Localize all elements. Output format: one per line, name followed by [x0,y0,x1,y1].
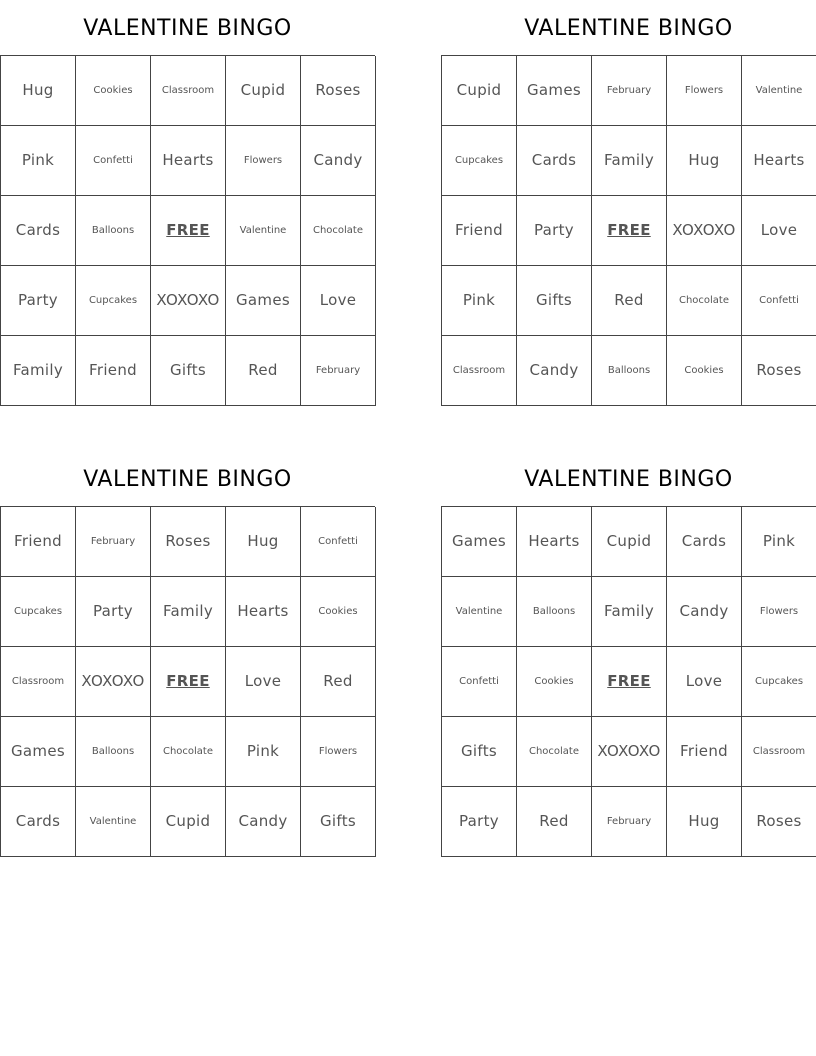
bingo-cell: Family [592,577,667,647]
bingo-cell: Love [226,647,301,717]
bingo-cell: Classroom [1,647,76,717]
bingo-cell: Gifts [517,266,592,336]
bingo-cell: Candy [667,577,742,647]
bingo-card-2 [441,0,816,406]
bingo-cell: XOXOXO [592,717,667,787]
bingo-cell: Red [517,787,592,857]
bingo-cell: Family [151,577,226,647]
bingo-cell: February [301,336,376,406]
bingo-cell: Flowers [742,577,816,647]
card-title: VALENTINE BINGO [524,16,733,41]
bingo-cell: February [76,507,151,577]
bingo-grid [441,506,816,857]
bingo-cell: Cupid [442,56,517,126]
bingo-cell: Cupid [151,787,226,857]
bingo-cell: XOXOXO [151,266,226,336]
free-space-cell: FREE [592,647,667,717]
bingo-cell: Cookies [76,56,151,126]
bingo-cell: Cookies [301,577,376,647]
bingo-cell: Valentine [226,196,301,266]
bingo-cell: XOXOXO [667,196,742,266]
bingo-cell: Flowers [667,56,742,126]
bingo-cell: Love [301,266,376,336]
bingo-grid [0,55,375,406]
bingo-cell: XOXOXO [76,647,151,717]
bingo-cell: Balloons [76,196,151,266]
bingo-cell: Flowers [226,126,301,196]
bingo-cell: Cookies [667,336,742,406]
bingo-cell: Love [667,647,742,717]
bingo-cell: Pink [742,507,816,577]
bingo-cell: Cupid [592,507,667,577]
bingo-cell: Friend [442,196,517,266]
bingo-cell: Balloons [517,577,592,647]
bingo-cell: Valentine [76,787,151,857]
bingo-cell: Classroom [151,56,226,126]
card-title: VALENTINE BINGO [83,467,292,492]
bingo-cell: Red [301,647,376,717]
bingo-cell: Games [442,507,517,577]
bingo-cell: February [592,56,667,126]
bingo-grid [0,506,375,857]
bingo-card-3 [0,451,375,857]
bingo-cell: Candy [517,336,592,406]
card-title: VALENTINE BINGO [83,16,292,41]
bingo-cell: Love [742,196,816,266]
bingo-cell: Friend [76,336,151,406]
bingo-cell: Hearts [517,507,592,577]
bingo-cell: Chocolate [151,717,226,787]
bingo-cell: Party [1,266,76,336]
bingo-cell: Hug [667,126,742,196]
bingo-cell: Chocolate [301,196,376,266]
bingo-cell: Roses [742,787,816,857]
bingo-cell: Party [517,196,592,266]
bingo-cell: Cards [1,787,76,857]
bingo-cell: Cupcakes [76,266,151,336]
bingo-cell: Party [442,787,517,857]
bingo-cell: Red [592,266,667,336]
bingo-cell: Confetti [301,507,376,577]
card-title: VALENTINE BINGO [524,467,733,492]
bingo-cell: Pink [226,717,301,787]
bingo-cell: Hearts [151,126,226,196]
bingo-cell: Roses [742,336,816,406]
bingo-cell: Cookies [517,647,592,717]
bingo-cell: Flowers [301,717,376,787]
bingo-cell: Cupcakes [1,577,76,647]
bingo-cell: Candy [301,126,376,196]
bingo-cell: Classroom [442,336,517,406]
bingo-cell: Balloons [76,717,151,787]
bingo-cell: Cards [517,126,592,196]
bingo-cell: Valentine [442,577,517,647]
bingo-cell: Party [76,577,151,647]
free-space-cell: FREE [151,196,226,266]
bingo-cell: Confetti [442,647,517,717]
bingo-cell: Family [592,126,667,196]
bingo-cell: Hug [226,507,301,577]
bingo-cell: Hug [667,787,742,857]
bingo-cell: Chocolate [517,717,592,787]
bingo-cell: Pink [442,266,517,336]
bingo-grid [441,55,816,406]
free-space-cell: FREE [592,196,667,266]
bingo-cell: Confetti [742,266,816,336]
bingo-cell: Balloons [592,336,667,406]
bingo-cell: Gifts [151,336,226,406]
bingo-cell: Roses [151,507,226,577]
bingo-card-4 [441,451,816,857]
bingo-cell: Chocolate [667,266,742,336]
bingo-cell: Cupcakes [442,126,517,196]
bingo-cell: Friend [1,507,76,577]
bingo-cell: Cupid [226,56,301,126]
bingo-cell: Games [1,717,76,787]
bingo-card-1 [0,0,375,406]
bingo-cell: Games [226,266,301,336]
bingo-cell: Hearts [226,577,301,647]
bingo-cell: Cupcakes [742,647,816,717]
bingo-cell: Cards [667,507,742,577]
bingo-cell: Roses [301,56,376,126]
bingo-cell: Hug [1,56,76,126]
bingo-cell: Valentine [742,56,816,126]
bingo-cell: Confetti [76,126,151,196]
bingo-cell: Cards [1,196,76,266]
bingo-cell: Classroom [742,717,816,787]
bingo-cell: Candy [226,787,301,857]
bingo-cell: Pink [1,126,76,196]
bingo-cell: February [592,787,667,857]
bingo-cell: Red [226,336,301,406]
free-space-cell: FREE [151,647,226,717]
bingo-cell: Family [1,336,76,406]
bingo-cell: Gifts [442,717,517,787]
bingo-cell: Friend [667,717,742,787]
bingo-cell: Hearts [742,126,816,196]
bingo-cell: Games [517,56,592,126]
bingo-cell: Gifts [301,787,376,857]
